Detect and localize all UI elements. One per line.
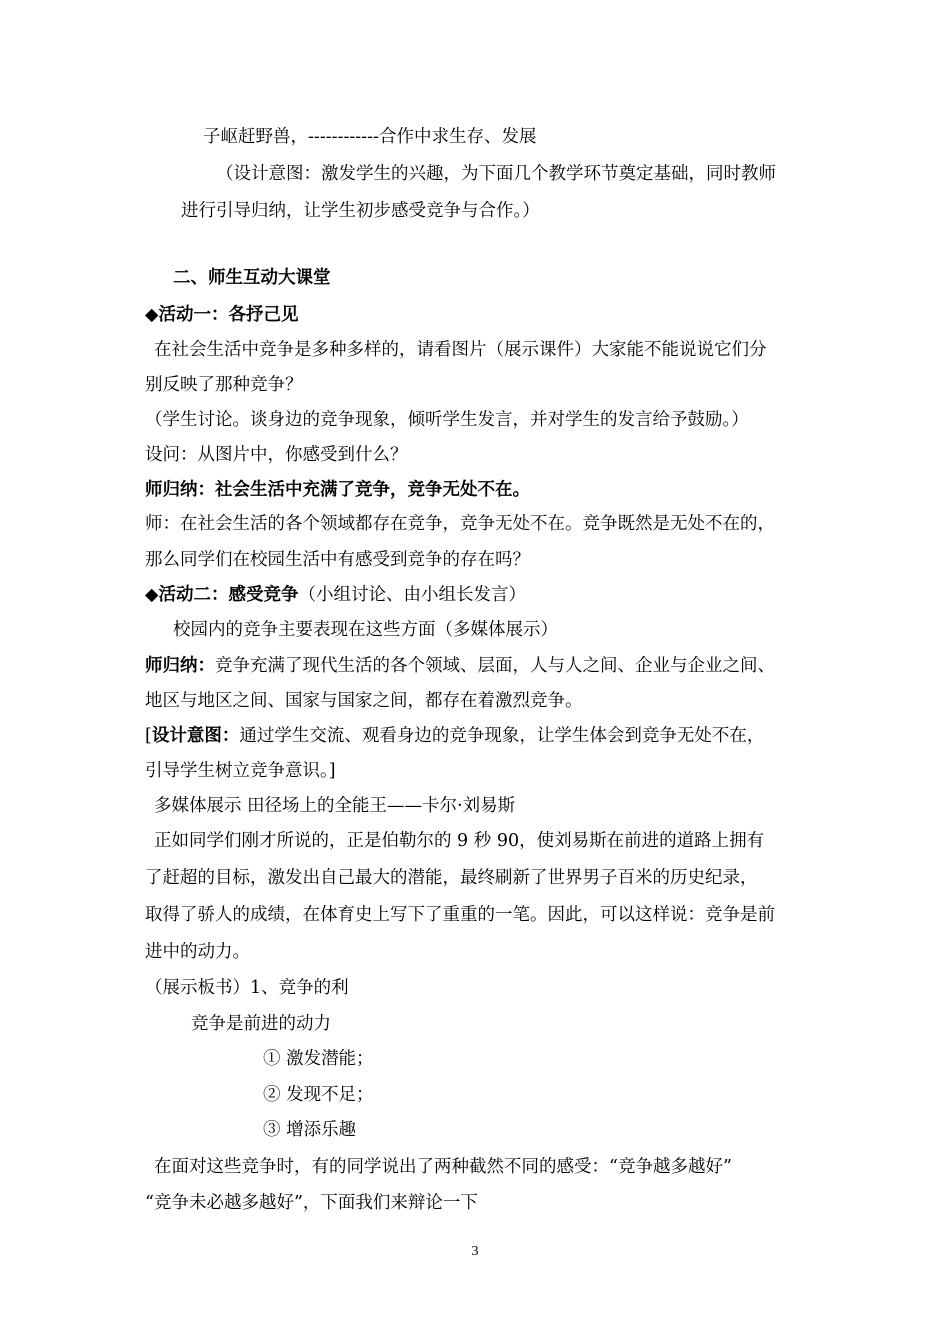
text-line: 别反映了那种竞争？ [145, 375, 303, 395]
text-line: 子岖赶野兽，------------合作中求生存、发展 [203, 127, 537, 147]
activity-heading: ◆活动二：感受竞争（小组讨论、由小组长发言） [145, 585, 526, 605]
list-item: ② 发现不足； [263, 1085, 374, 1105]
text-line: 那么同学们在校园生活中有感受到竞争的存在吗？ [145, 550, 530, 570]
text-line: “竞争未必越多越好”，下面我们来辩论一下 [145, 1193, 478, 1213]
text-line: 设问：从图片中，你感受到什么？ [145, 445, 408, 465]
list-item: ③ 增添乐趣 [263, 1120, 357, 1140]
board-subheading: 竞争是前进的动力 [191, 1014, 331, 1034]
text-line: 地区与地区之间、国家与国家之间，都存在着激烈竞争。 [145, 691, 583, 711]
text-line: 校园内的竞争主要表现在这些方面（多媒体展示） [173, 620, 558, 640]
board-heading: （展示板书）1、竞争的利 [145, 978, 349, 998]
list-item: ① 激发潜能； [263, 1049, 374, 1069]
text-line: 正如同学们刚才所说的，正是伯勒尔的 9 秒 90，使刘易斯在前进的道路上拥有 [154, 831, 765, 851]
text-line: 在社会生活中竞争是多种多样的，请看图片（展示课件）大家能不能说说它们分 [154, 340, 767, 360]
section-heading: 二、师生互动大课堂 [173, 268, 331, 288]
text-line: 师：在社会生活的各个领域都存在竞争，竞争无处不在。竞争既然是无处不在的， [145, 514, 775, 534]
text-line: 引导学生树立竞争意识。] [145, 761, 336, 781]
text-line: 进中的动力。 [145, 942, 250, 962]
text-line: 多媒体展示 田径场上的全能王——卡尔·刘易斯 [154, 796, 516, 816]
page-number: 3 [471, 1244, 479, 1259]
text-line: （设计意图：激发学生的兴趣，为下面几个教学环节奠定基础，同时教师 [216, 164, 776, 184]
text-line: 进行引导归纳，让学生初步感受竞争与合作。） [181, 201, 540, 221]
text-line: 了赶超的目标，激发出自己最大的潜能，最终刷新了世界男子百米的历史纪录， [145, 868, 758, 888]
teacher-summary: 师归纳：竞争充满了现代生活的各个领域、层面，人与人之间、企业与企业之间、 [145, 656, 775, 676]
text-line: 取得了骄人的成绩，在体育史上写下了重重的一笔。因此，可以这样说：竞争是前 [145, 905, 775, 925]
text-line: 在面对这些竞争时，有的同学说出了两种截然不同的感受：“竞争越多越好” [154, 1157, 732, 1177]
teacher-summary: 师归纳：社会生活中充满了竞争，竞争无处不在。 [145, 480, 530, 500]
activity-heading: ◆活动一：各抒己见 [145, 305, 299, 325]
design-intent: [设计意图：通过学生交流、观看身边的竞争现象，让学生体会到竞争无处不在， [145, 726, 765, 746]
text-line: （学生讨论。谈身边的竞争现象，倾听学生发言，并对学生的发言给予鼓励。） [145, 410, 749, 430]
